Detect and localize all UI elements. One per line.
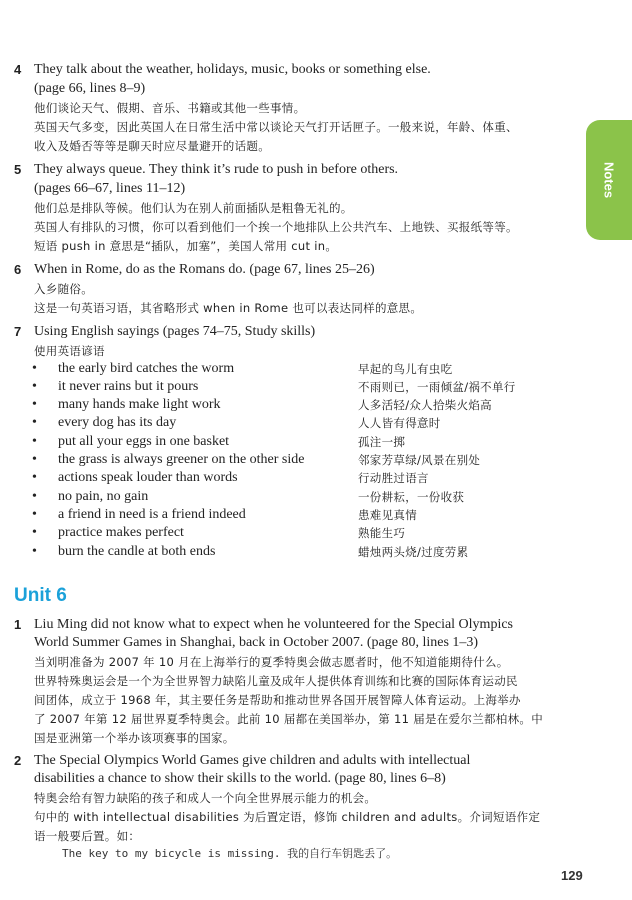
unit6-item-1-en-line-1: Liu Ming did not know what to expect when he volunteered for the Special Olympics — [34, 617, 514, 632]
unit6-item-2-zh-line-3: 语一般要后置。如： — [34, 829, 141, 843]
saying-en: • practice makes perfect — [58, 524, 184, 542]
saying-zh: 一份耕耘，一份收获 — [358, 490, 465, 504]
saying-zh: 孤注一掷 — [358, 435, 406, 449]
saying-zh: 熟能生巧 — [358, 526, 406, 540]
saying-zh: 蜡烛两头烧/过度劳累 — [358, 545, 469, 559]
saying-zh: 人人皆有得意时 — [358, 416, 441, 430]
item-5-en-line-2: (pages 66–67, lines 11–12) — [34, 181, 186, 196]
unit6-item-2-en-line-2: disabilities a chance to show their skills to the world. (page 80, lines 6–8) — [34, 771, 446, 786]
unit6-item-1-zh-line-4: 了 2007 年第 12 届世界夏季特奥会。此前 10 届都在美国举办，第 11 届是在爱尔兰都柏林。中 — [34, 712, 544, 726]
saying-zh: 不雨则已，一雨倾盆/祸不单行 — [358, 380, 516, 394]
saying-en: • a friend in need is a friend indeed — [58, 506, 246, 524]
saying-en: • no pain, no gain — [58, 488, 148, 506]
saying-zh: 邻家芳草绿/风景在别处 — [358, 453, 481, 467]
unit6-item-1-zh-line-2: 世界特殊奥运会是一个为全世界智力缺陷儿童及成年人提供体育训练和比赛的国际体育运动民 — [34, 674, 518, 688]
item-5-zh-line-2: 英国人有排队的习惯，你可以看到他们一个挨一个地排队上公共汽车、上地铁、买报纸等等。 — [34, 220, 518, 234]
item-6-zh-line-2: 这是一句英语习语，其省略形式 when in Rome 也可以表达同样的意思。 — [34, 301, 423, 315]
saying-en: • actions speak louder than words — [58, 469, 238, 487]
unit6-item-2-en-line-1: The Special Olympics World Games give children and adults with intellectual — [34, 753, 471, 768]
item-7-zh-line-1: 使用英语谚语 — [34, 344, 105, 358]
item-6-zh-line-1: 入乡随俗。 — [34, 282, 93, 296]
saying-en: • put all your eggs in one basket — [58, 433, 229, 451]
saying-en: • it never rains but it pours — [58, 378, 198, 396]
item-4-zh-line-3: 收入及婚否等等是聊天时应尽量避开的话题。 — [34, 139, 270, 153]
item-4-zh-line-1: 他们谈论天气、假期、音乐、书籍或其他一些事情。 — [34, 101, 306, 115]
unit6-item-1-zh-line-5: 国是亚洲第一个举办该项赛事的国家。 — [34, 731, 235, 745]
item-4-number: 4 — [14, 62, 22, 77]
item-4-zh-line-2: 英国天气多变，因此英国人在日常生活中常以谈论天气打开话匣子。一般来说，年龄、体重、 — [34, 120, 518, 134]
saying-en: • many hands make light work — [58, 396, 221, 414]
item-7-en-line-1: Using English sayings (pages 74–75, Study skills) — [34, 324, 316, 339]
saying-en: • every dog has its day — [58, 414, 176, 432]
unit6-item-2-number: 2 — [14, 753, 22, 768]
item-4-en-line-2: (page 66, lines 8–9) — [34, 81, 146, 96]
unit6-item-2-zh-line-2: 句中的 with intellectual disabilities 为后置定语，修饰 children and adults。介词短语作定 — [34, 810, 541, 824]
item-7-number: 7 — [14, 324, 22, 339]
item-6-number: 6 — [14, 262, 22, 277]
page-number: 129 — [561, 868, 583, 883]
saying-en: • burn the candle at both ends — [58, 543, 215, 561]
saying-zh: 早起的鸟儿有虫吃 — [358, 362, 453, 376]
notes-tab-label: Notes — [601, 161, 617, 199]
item-6-en-line-1: When in Rome, do as the Romans do. (page 67, lines 25–26) — [34, 262, 375, 277]
saying-en: • the early bird catches the worm — [58, 360, 234, 378]
saying-zh: 人多活轻/众人拾柴火焰高 — [358, 398, 492, 412]
saying-en: • the grass is always greener on the other side — [58, 451, 304, 469]
item-4-en-line-1: They talk about the weather, holidays, music, books or something else. — [34, 62, 431, 77]
unit6-item-1-en-line-2: World Summer Games in Shanghai, back in October 2007. (page 80, lines 1–3) — [34, 635, 479, 650]
item-5-en-line-1: They always queue. They think it’s rude to push in before others. — [34, 162, 399, 177]
saying-zh: 行动胜过语言 — [358, 471, 429, 485]
unit-heading: Unit 6 — [14, 585, 67, 606]
unit6-item-2-zh-line-1: 特奥会给有智力缺陷的孩子和成人一个向全世界展示能力的机会。 — [34, 791, 377, 805]
notes-tab — [586, 120, 632, 240]
item-5-zh-line-1: 他们总是排队等候。他们认为在别人前面插队是粗鲁无礼的。 — [34, 201, 353, 215]
unit6-item-1-zh-line-3: 间团体，成立于 1968 年，其主要任务是帮助和推动世界各国开展智障人体育运动。上海举办 — [34, 693, 521, 707]
unit6-item-1-zh-line-1: 当刘明准备为 2007 年 10 月在上海举行的夏季特奥会做志愿者时，他不知道能期待什么。 — [34, 655, 509, 669]
item-5-number: 5 — [14, 162, 22, 177]
unit6-item-2-example: The key to my bicycle is missing. 我的自行车钥匙丢了。 — [62, 847, 398, 860]
unit6-item-1-number: 1 — [14, 617, 22, 632]
saying-zh: 患难见真情 — [358, 508, 417, 522]
item-5-zh-line-3: 短语 push in 意思是“插队，加塞”，美国人常用 cut in。 — [34, 239, 338, 253]
